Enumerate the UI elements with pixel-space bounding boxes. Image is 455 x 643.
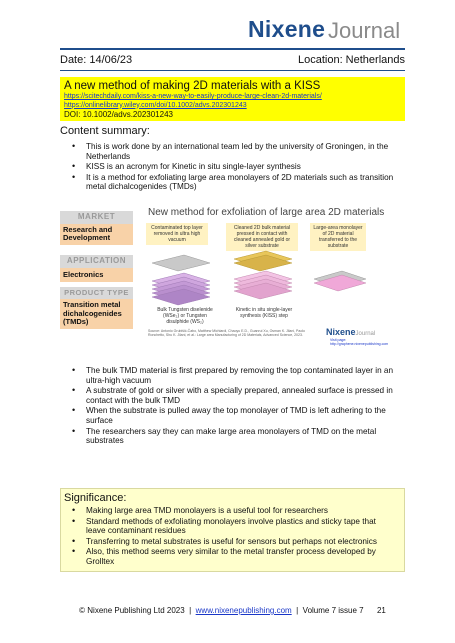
article-doi: DOI: 10.1002/advs.202301243 xyxy=(64,110,173,119)
detail-bullet: • A substrate of gold or silver with a specially prepared, annealed surface is pressed in contact with the bulk TMD xyxy=(72,386,397,405)
figure-source: Source: Antonio Grubišić-Čabo, Matthew Michiardi, Chaoyu E.D., Guanrui Xu, Osman K. Jilani, Paolo Ronchetto, Shu K. Jilani, et al.: Large area Manufacturing of 2D Materials, Advanced Science, 2023. xyxy=(148,329,305,338)
mini-logo-main: Nixene xyxy=(326,327,356,337)
significance-bullet: • Making large area TMD monolayers is a useful tool for researchers xyxy=(72,506,397,516)
mini-nixene-logo xyxy=(326,327,375,337)
mini-logo-sub: Journal xyxy=(355,331,376,337)
kiss-step-icon xyxy=(234,251,292,299)
caption-press-substrate: Cleaned 2D bulk material pressed in contact with cleaned annealed gold or silver substrate xyxy=(226,223,298,251)
bulk-material-label: Bulk Tungsten diselenide (WSe₂) or Tungsten disulphide (WS₂) xyxy=(157,307,213,325)
article-location: Location: Netherlands xyxy=(297,54,405,66)
market-block xyxy=(60,211,133,245)
footer-volume: Volume 7 issue 7 xyxy=(302,606,364,615)
header-rule-top xyxy=(60,48,405,50)
caption-transferred: Large-area monolayer of 2D material transferred to the substrate xyxy=(310,223,366,251)
summary-bullet: • This is work done by an international team led by the university of Groningen, in the Netherlands xyxy=(72,142,397,161)
significance-bullet: • Also, this method seems very similar to the metal transfer process developed by Grolltex xyxy=(72,547,397,566)
caption-remove-layer: Contaminated top layer removed in ultra high vacuum xyxy=(146,223,208,245)
product-value: Transition metal dichalcogenides (TMDs) xyxy=(60,299,133,329)
significance-list xyxy=(72,506,397,568)
content-summary-list xyxy=(72,142,397,193)
mini-visit-link[interactable]: Visit page: http://graphene.nixenepublishing.com xyxy=(330,338,389,346)
article-title-box xyxy=(60,77,405,121)
kiss-step-label: Kinetic in situ single-layer synthesis (KISS) step xyxy=(235,307,293,319)
process-figure xyxy=(60,203,389,351)
logo-nixene: Nixene xyxy=(248,16,326,42)
logo-journal: Journal xyxy=(328,18,401,43)
source-link-2[interactable]: https://onlinelibrary.wiley.com/doi/10.1002/advs.202301243 xyxy=(64,101,247,109)
product-block xyxy=(60,287,133,329)
article-title: A new method of making 2D materials with a KISS xyxy=(64,80,321,92)
summary-bullet: • KISS is an acronym for Kinetic in situ single-layer synthesis xyxy=(72,162,397,172)
transferred-monolayer-icon xyxy=(314,271,366,291)
page-footer: © Nixene Publishing Ltd 2023 | www.nixenepublishing.com | Volume 7 issue 7 21 xyxy=(79,606,386,615)
figure-title: New method for exfoliation of large area 2D materials xyxy=(148,207,385,218)
significance-heading: Significance: xyxy=(64,492,127,504)
application-block xyxy=(60,255,133,282)
source-link-1[interactable]: https://scitechdaily.com/kiss-a-new-way-to-easily-produce-large-clean-2d-materials/ xyxy=(64,93,322,100)
significance-bullet: • Standard methods of exfoliating monolayers involve plastics and sticky tape that leave contaminant residues xyxy=(72,517,397,536)
footer-copyright: © Nixene Publishing Ltd 2023 xyxy=(79,606,185,615)
significance-bullet: • Transferring to metal substrates is useful for sensors but perhaps not electronics xyxy=(72,537,397,547)
bulk-stack-icon xyxy=(152,255,210,305)
detail-bullet: • The researchers say they can make large area monolayers of TMD on the metal substrates xyxy=(72,427,397,446)
article-date: Date: 14/06/23 xyxy=(60,54,133,66)
detail-bullet: • When the substrate is pulled away the top monolayer of TMD is left adhering to the surface xyxy=(72,406,397,425)
date-location-line xyxy=(60,54,405,68)
footer-website-link[interactable]: www.nixenepublishing.com xyxy=(195,606,292,615)
nixene-journal-logo xyxy=(248,16,428,44)
product-label: PRODUCT TYPE xyxy=(60,287,133,299)
market-label: MARKET xyxy=(60,211,133,224)
detail-bullet: • The bulk TMD material is first prepared by removing the top contaminated layer in an ultra-high vacuum xyxy=(72,366,397,385)
application-value: Electronics xyxy=(60,268,133,283)
content-summary-heading: Content summary: xyxy=(60,125,150,137)
market-value: Research and Development xyxy=(60,224,133,245)
header-rule-bottom xyxy=(60,70,405,71)
application-label: APPLICATION xyxy=(60,255,133,268)
footer-page-number: 21 xyxy=(376,606,386,615)
layer-stack-illustration xyxy=(146,249,368,313)
details-list xyxy=(72,366,397,447)
summary-bullet: • It is a method for exfoliating large area monolayers of 2D materials such as transition metal dichalcogenides (TMDs) xyxy=(72,173,397,192)
